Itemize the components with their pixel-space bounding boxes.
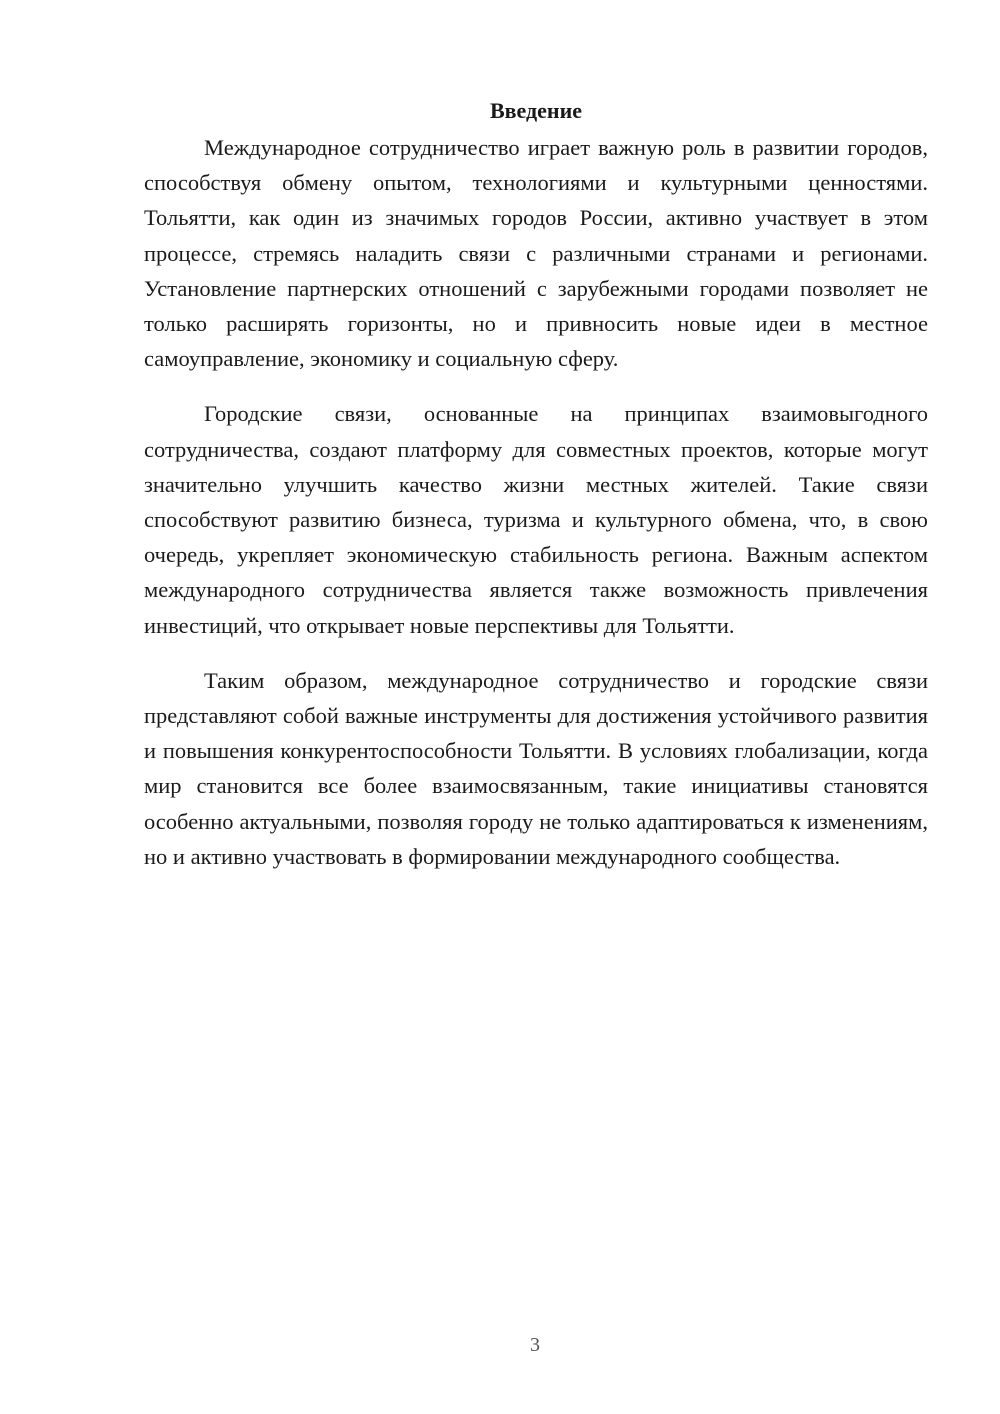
page-content — [144, 96, 928, 894]
section-heading: Введение — [489, 98, 583, 123]
paragraph-2: Городские связи, основанные на принципах взаимовыгодного сотрудничества, создают платформу для совместных проектов, которые могут значительно улучшить качество жизни местных жителей. Такие связи способствуют развитию бизнеса, туризма и культурного обмена, что, в свою очередь, укрепляет экономическую стабильность региона. Важным аспектом международного сотрудничества является также возможность привлечения инвестиций, что открывает новые перспективы для Тольятти. — [144, 401, 928, 638]
page-number: 3 — [530, 1334, 540, 1356]
paragraph-1: Международное сотрудничество играет важную роль в развитии городов, способствуя обмену опытом, технологиями и культурными ценностями. Тольятти, как один из значимых городов России, активно участвует в этом процессе, стремясь наладить связи с различными странами и регионами. Установление партнерских отношений с зарубежными городами позволяет не только расширять горизонты, но и привносить новые идеи в местное самоуправление, экономику и социальную сферу. — [144, 135, 928, 372]
paragraph-3: Таким образом, международное сотрудничество и городские связи представляют собой важные инструменты для достижения устойчивого развития и повышения конкурентоспособности Тольятти. В условиях глобализации, когда мир становится все более взаимосвязанным, такие инициативы становятся особенно актуальными, позволяя городу не только адаптироваться к изменениям, но и активно участвовать в формировании международного сообщества. — [144, 667, 928, 869]
